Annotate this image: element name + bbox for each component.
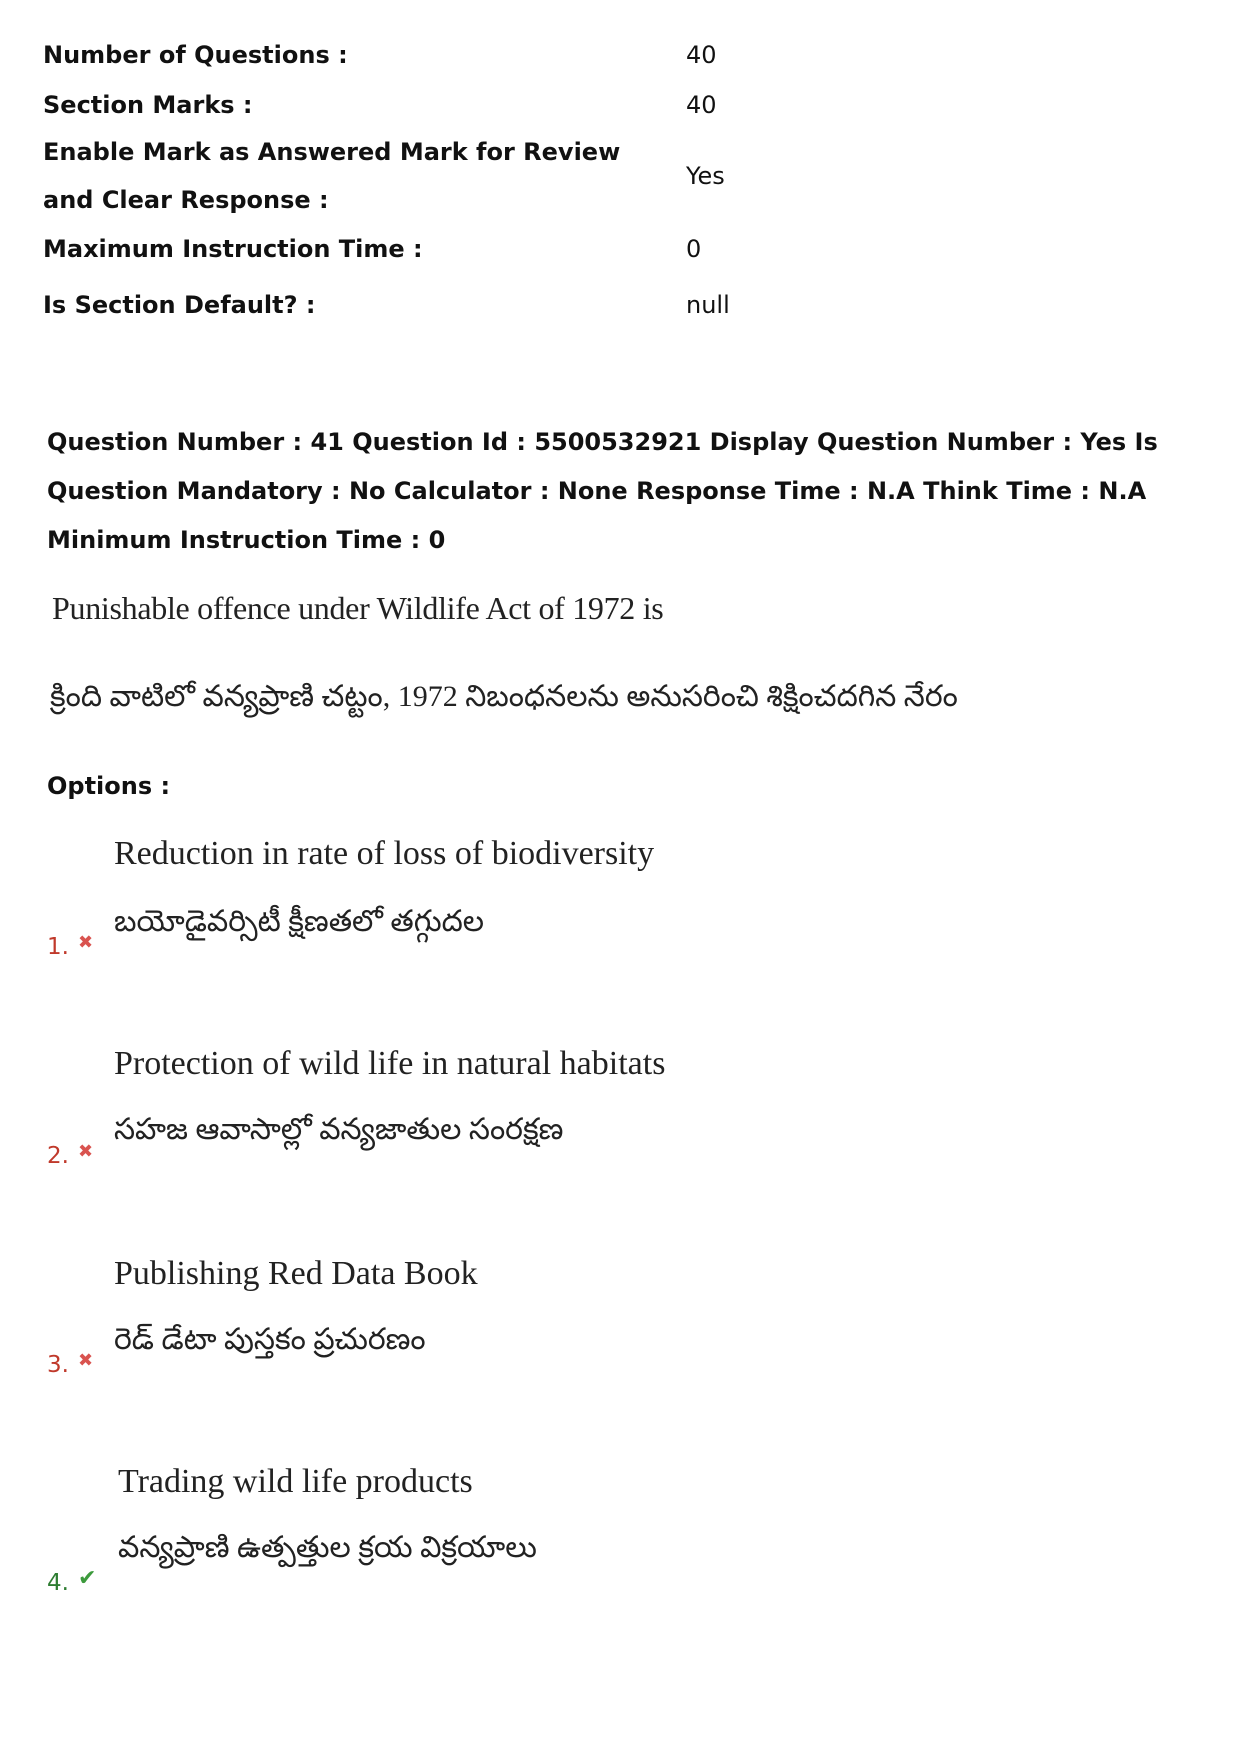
section-row-section-marks bbox=[43, 80, 1143, 128]
section-label: Is Section Default? : bbox=[43, 291, 316, 319]
section-value: null bbox=[686, 291, 730, 319]
option-text-english: Protection of wild life in natural habitats bbox=[114, 1045, 666, 1082]
option-3 bbox=[0, 1255, 1240, 1455]
section-value: Yes bbox=[686, 162, 725, 190]
option-2 bbox=[0, 1045, 1240, 1245]
section-info-table bbox=[43, 30, 1143, 330]
correct-check-icon: ✔ bbox=[78, 1566, 97, 1591]
option-text-telugu: రెడ్ డేటా పుస్తకం ప్రచురణం bbox=[114, 1323, 426, 1356]
option-number: 4. bbox=[47, 1570, 69, 1596]
option-text-telugu: వన్యప్రాణి ఉత్పత్తుల క్రయ విక్రయాలు bbox=[118, 1531, 537, 1564]
option-number: 1. bbox=[47, 934, 69, 960]
options-label: Options : bbox=[47, 772, 171, 800]
section-row-enable-mark bbox=[43, 128, 1143, 224]
section-label: Enable Mark as Answered Mark for Review and Clear Response : bbox=[43, 138, 621, 214]
wrong-mark-icon: ✖ bbox=[78, 1141, 94, 1162]
option-1 bbox=[0, 835, 1240, 1035]
section-label: Section Marks : bbox=[43, 91, 253, 119]
option-text-telugu: బయోడైవర్సిటీ క్షీణతలో తగ్గుదల bbox=[114, 905, 485, 938]
option-4 bbox=[0, 1463, 1240, 1663]
question-text-english: Punishable offence under Wildlife Act of 1972 is bbox=[52, 590, 664, 626]
section-row-is-section-default bbox=[43, 280, 1143, 330]
option-text-english: Publishing Red Data Book bbox=[114, 1255, 478, 1292]
wrong-mark-icon: ✖ bbox=[78, 1350, 94, 1371]
section-label: Maximum Instruction Time : bbox=[43, 235, 423, 263]
question-meta: Question Number : 41 Question Id : 5500532921 Display Question Number : Yes Is Question Mandatory : No Calculator : None Response Time : N.A Think Time : N.A Minimum Instruction Time : 0 bbox=[47, 428, 1158, 554]
section-label: Number of Questions : bbox=[43, 41, 348, 69]
option-number: 3. bbox=[47, 1352, 69, 1378]
option-text-english: Trading wild life products bbox=[118, 1463, 473, 1500]
section-row-max-instruction-time bbox=[43, 224, 1143, 280]
option-text-telugu: సహజ ఆవాసాల్లో వన్యజాతుల సంరక్షణ bbox=[114, 1113, 564, 1146]
section-value: 40 bbox=[686, 91, 717, 119]
option-text-english: Reduction in rate of loss of biodiversity bbox=[114, 835, 655, 872]
section-value: 0 bbox=[686, 235, 702, 263]
section-row-number-of-questions bbox=[43, 30, 1143, 80]
section-value: 40 bbox=[686, 41, 717, 69]
option-number: 2. bbox=[47, 1143, 69, 1169]
wrong-mark-icon: ✖ bbox=[78, 932, 94, 953]
question-text-telugu: క్రింది వాటిలో వన్యప్రాణి చట్టం, 1972 నిబంధనలను అనుసరించి శిక్షించదగిన నేరం bbox=[50, 680, 958, 713]
